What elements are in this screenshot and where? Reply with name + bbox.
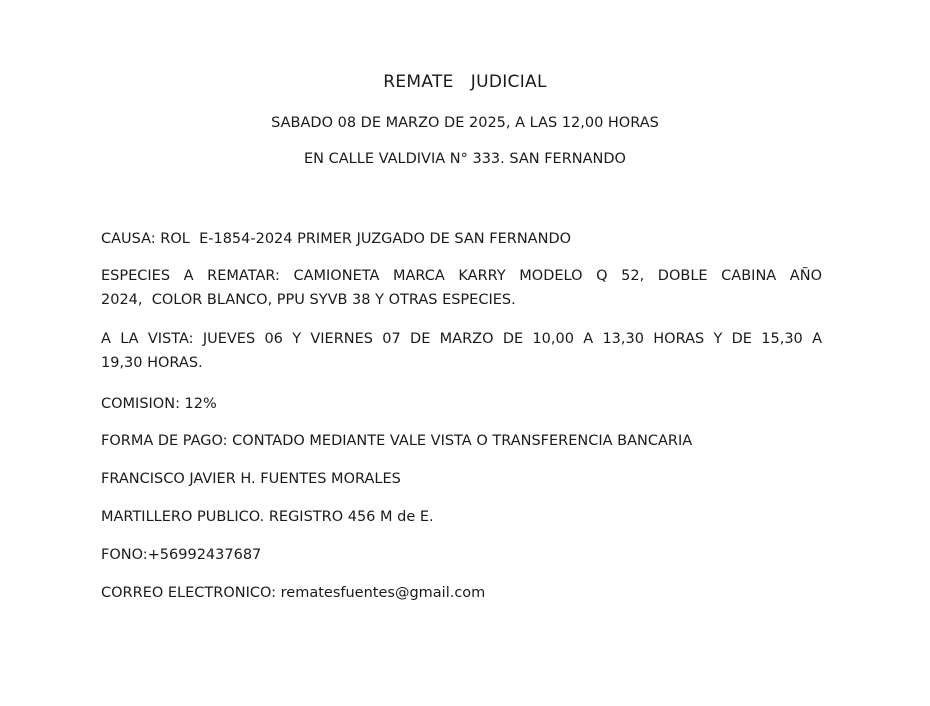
- document-title: REMATE JUDICIAL: [383, 72, 547, 92]
- forma-pago-line: FORMA DE PAGO: CONTADO MEDIANTE VALE VISTA O TRANSFERENCIA BANCARIA: [101, 433, 693, 449]
- comision-line: COMISION: 12%: [101, 396, 217, 412]
- auction-location: EN CALLE VALDIVIA N° 333. SAN FERNANDO: [304, 151, 626, 167]
- vista-line-2: 19,30 HORAS.: [101, 355, 203, 371]
- auction-date: SABADO 08 DE MARZO DE 2025, A LAS 12,00 HORAS: [271, 115, 659, 131]
- especies-line-2: 2024, COLOR BLANCO, PPU SYVB 38 Y OTRAS ESPECIES.: [101, 292, 516, 308]
- especies-line-1: ESPECIES A REMATAR: CAMIONETA MARCA KARRY MODELO Q 52, DOBLE CABINA AÑO: [101, 268, 822, 284]
- email-line: [101, 581, 822, 605]
- vista-line-1: A LA VISTA: JUEVES 06 Y VIERNES 07 DE MARZO DE 10,00 A 13,30 HORAS Y DE 15,30 A: [101, 331, 822, 347]
- causa-line: CAUSA: ROL E-1854-2024 PRIMER JUZGADO DE SAN FERNANDO: [101, 231, 572, 247]
- especies-paragraph: [101, 264, 822, 312]
- email-label: CORREO ELECTRONICO:: [101, 585, 281, 601]
- phone-line: FONO:+56992437687: [101, 547, 262, 563]
- auctioneer-registry: MARTILLERO PUBLICO. REGISTRO 456 M de E.: [101, 509, 434, 525]
- auctioneer-name: FRANCISCO JAVIER H. FUENTES MORALES: [101, 471, 401, 487]
- vista-paragraph: [101, 327, 822, 375]
- email-address: rematesfuentes@gmail.com: [280, 585, 486, 601]
